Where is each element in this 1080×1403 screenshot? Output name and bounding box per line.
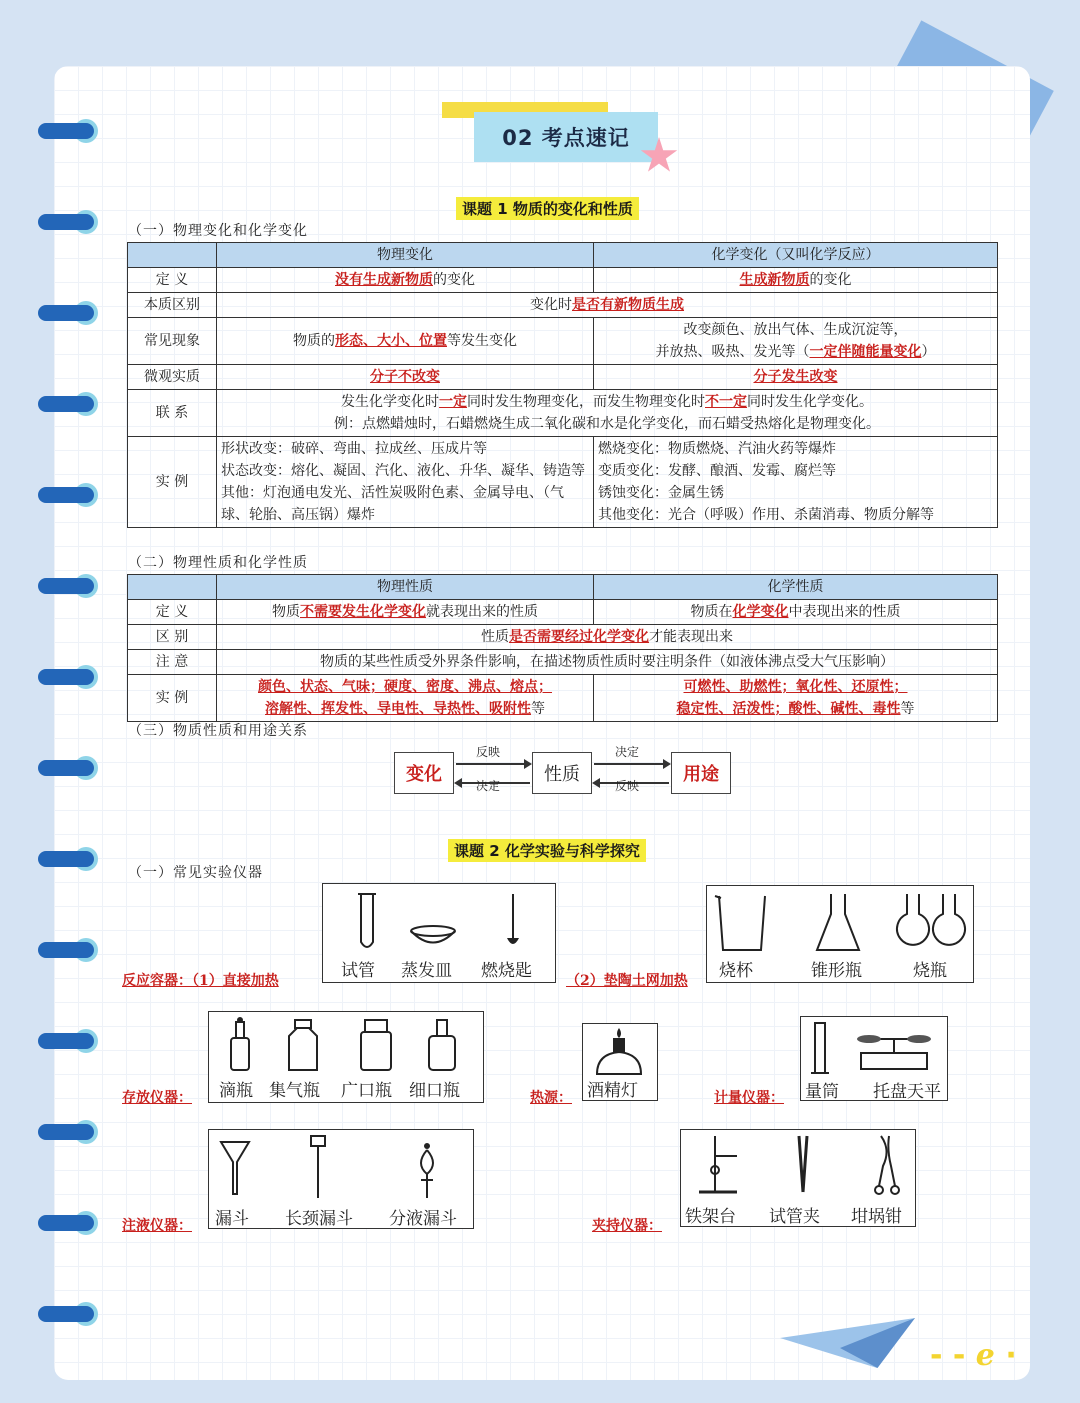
table-row — [128, 600, 998, 625]
binder-ring — [38, 942, 98, 958]
cell: 燃烧变化：物质燃烧、汽油火药等爆炸 变质变化：发酵、酿酒、发霉、腐烂等 锈蚀变化：金属生锈 其他变化：光合（呼吸）作用、杀菌消毒、物质分解等 — [594, 437, 998, 528]
label-long-funnel: 长颈漏斗 — [285, 1209, 353, 1229]
cell: 形状改变：破碎、弯曲、拉成丝、压成片等 状态改变：熔化、凝固、汽化、液化、升华、凝华、铸造等 其他：灯泡通电发光、活性炭吸附色素、金属导电、（气球、轮胎、高压锅）爆炸 — [217, 437, 594, 528]
cell: 颜色、状态、气味；硬度、密度、沸点、熔点； 溶解性、挥发性、导电性、导热性、吸附性等 — [217, 675, 594, 722]
label-funnel: 漏斗 — [215, 1209, 249, 1229]
cell: 分子不改变 — [217, 365, 594, 390]
row-label: 实 例 — [128, 675, 217, 722]
binder-ring — [38, 214, 98, 230]
topic1-title: 课题 1 物质的变化和性质 — [456, 197, 639, 220]
test-tube-clamp-icon — [799, 1136, 807, 1192]
cell: 改变颜色、放出气体、生成沉淀等， 并放热、吸热、发光等（一定伴随能量变化） — [594, 318, 998, 365]
narrow-bottle-icon — [429, 1020, 455, 1070]
row-label: 微观实质 — [128, 365, 217, 390]
binder-ring — [38, 1215, 98, 1231]
binder-ring — [38, 760, 98, 776]
row-label: 联 系 — [128, 390, 217, 437]
properties-table — [127, 574, 998, 722]
label-spoon: 燃烧匙 — [481, 961, 532, 981]
instrument-box-storage — [208, 1011, 484, 1103]
label-cylinder: 量筒 — [805, 1082, 839, 1102]
gas-bottle-icon — [289, 1020, 317, 1070]
col-physical: 物理性质 — [217, 575, 594, 600]
cell: 性质是否需要经过化学变化才能表现出来 — [217, 625, 998, 650]
table-row — [128, 625, 998, 650]
table-row — [128, 437, 998, 528]
separating-funnel-icon — [421, 1143, 433, 1198]
graduated-cylinder-icon — [811, 1023, 829, 1073]
binder-ring — [38, 851, 98, 867]
conical-flask-icon — [817, 894, 859, 950]
alcohol-lamp-icon — [597, 1028, 641, 1074]
topic1-sub1: （一）物理变化和化学变化 — [128, 223, 308, 239]
table-row — [128, 293, 998, 318]
binder-ring — [38, 1124, 98, 1140]
row-label: 注 意 — [128, 650, 217, 675]
test-tube-icon — [358, 894, 376, 947]
arrow-label: 决定 — [615, 745, 640, 759]
category-measure: 计量仪器： — [714, 1090, 784, 1106]
label-flask: 烧瓶 — [913, 961, 947, 981]
crucible-tongs-icon — [875, 1136, 899, 1194]
cell: 变化时是否有新物质生成 — [217, 293, 998, 318]
label-conical: 锥形瓶 — [811, 961, 862, 981]
arrow-right — [594, 763, 669, 765]
instrument-box-measure — [800, 1016, 948, 1101]
category-indirect-heat: （2）垫陶土网加热 — [566, 973, 688, 989]
topic2-title: 课题 2 化学实验与科学探究 — [448, 839, 646, 862]
binder-ring — [38, 305, 98, 321]
spoon-icon — [507, 894, 519, 944]
row-label: 定 义 — [128, 600, 217, 625]
cell: 生成新物质的变化 — [594, 268, 998, 293]
flow-box-change: 变化 — [394, 752, 454, 794]
cell: 发生化学变化时一定同时发生物理变化，而发生物理变化时不一定同时发生化学变化。 例：点燃蜡烛时，石蜡燃烧生成二氧化碳和水是化学变化，而石蜡受热熔化是物理变化。 — [217, 390, 998, 437]
binder-ring — [38, 396, 98, 412]
table-row — [128, 268, 998, 293]
col-physical: 物理变化 — [217, 243, 594, 268]
squiggle-decoration: - - ℯ · — [930, 1338, 1017, 1373]
cell: 物质的某些性质受外界条件影响，在描述物质性质时要注明条件（如液体沸点受大气压影响） — [217, 650, 998, 675]
wide-bottle-icon — [361, 1020, 391, 1070]
cell: 物质的形态、大小、位置等发生变化 — [217, 318, 594, 365]
binder-ring — [38, 123, 98, 139]
instrument-box-direct-heat — [322, 883, 556, 983]
label-narrow-bottle: 细口瓶 — [409, 1081, 460, 1101]
binder-ring — [38, 669, 98, 685]
col-chemical: 化学性质 — [594, 575, 998, 600]
page-title: 02 考点速记 — [474, 112, 658, 162]
flow-box-property: 性质 — [532, 752, 592, 794]
row-label: 定 义 — [128, 268, 217, 293]
dropper-bottle-icon — [231, 1017, 249, 1070]
arrow-label: 反映 — [476, 745, 501, 759]
label-tube-clamp: 试管夹 — [769, 1207, 820, 1227]
topic1-sub3: （三）物质性质和用途关系 — [128, 723, 308, 739]
flow-box-use: 用途 — [671, 752, 731, 794]
topic1-sub2: （二）物理性质和化学性质 — [128, 555, 308, 571]
arrow-right — [456, 763, 530, 765]
arrow-label: 决定 — [476, 779, 501, 793]
flask-icon — [897, 894, 965, 945]
beaker-icon — [715, 896, 765, 950]
label-sep-funnel: 分液漏斗 — [389, 1209, 457, 1229]
row-label: 区 别 — [128, 625, 217, 650]
funnel-icon — [221, 1142, 249, 1194]
balance-icon — [857, 1035, 931, 1069]
table-row — [128, 390, 998, 437]
col-chemical: 化学变化（又叫化学反应） — [594, 243, 998, 268]
binder-ring — [38, 487, 98, 503]
cell: 没有生成新物质的变化 — [217, 268, 594, 293]
row-label: 本质区别 — [128, 293, 217, 318]
category-storage: 存放仪器： — [122, 1090, 192, 1106]
table-row — [128, 675, 998, 722]
table-row — [128, 365, 998, 390]
label-tongs: 坩埚钳 — [851, 1207, 902, 1227]
long-funnel-icon — [311, 1136, 325, 1198]
topic2-sub1: （一）常见实验仪器 — [128, 865, 263, 881]
category-reaction: 反应容器：（1）直接加热 — [122, 973, 279, 989]
instrument-box-indirect-heat — [706, 885, 974, 983]
label-lamp: 酒精灯 — [587, 1081, 638, 1101]
binder-ring — [38, 1306, 98, 1322]
row-label: 常见现象 — [128, 318, 217, 365]
label-wide-bottle: 广口瓶 — [341, 1081, 392, 1101]
label-evap-dish: 蒸发皿 — [401, 961, 452, 981]
table-row — [128, 318, 998, 365]
cell: 物质不需要发生化学变化就表现出来的性质 — [217, 600, 594, 625]
row-label: 实 例 — [128, 437, 217, 528]
binder-ring — [38, 578, 98, 594]
table-row — [128, 575, 998, 600]
label-dropper: 滴瓶 — [219, 1081, 253, 1101]
arrow-label: 反映 — [615, 779, 640, 793]
label-gas-bottle: 集气瓶 — [269, 1081, 320, 1101]
label-beaker: 烧杯 — [719, 961, 753, 981]
instrument-box-heat — [582, 1023, 658, 1101]
cell: 物质在化学变化中表现出来的性质 — [594, 600, 998, 625]
evaporating-dish-icon — [411, 926, 455, 943]
category-liquid: 注液仪器： — [122, 1218, 192, 1234]
instrument-box-clamp — [680, 1129, 916, 1227]
label-test-tube: 试管 — [341, 961, 375, 981]
label-balance: 托盘天平 — [873, 1082, 941, 1102]
table-row — [128, 243, 998, 268]
label-stand: 铁架台 — [685, 1207, 736, 1227]
cell: 可燃性、助燃性；氧化性、还原性； 稳定性、活泼性；酸性、碱性、毒性等 — [594, 675, 998, 722]
binder-ring — [38, 1033, 98, 1049]
cell: 分子发生改变 — [594, 365, 998, 390]
category-heat-source: 热源： — [530, 1090, 572, 1106]
category-clamp: 夹持仪器： — [592, 1218, 662, 1234]
changes-table — [127, 242, 998, 528]
iron-stand-icon — [699, 1136, 737, 1192]
instrument-box-liquid — [208, 1129, 474, 1229]
table-row — [128, 650, 998, 675]
